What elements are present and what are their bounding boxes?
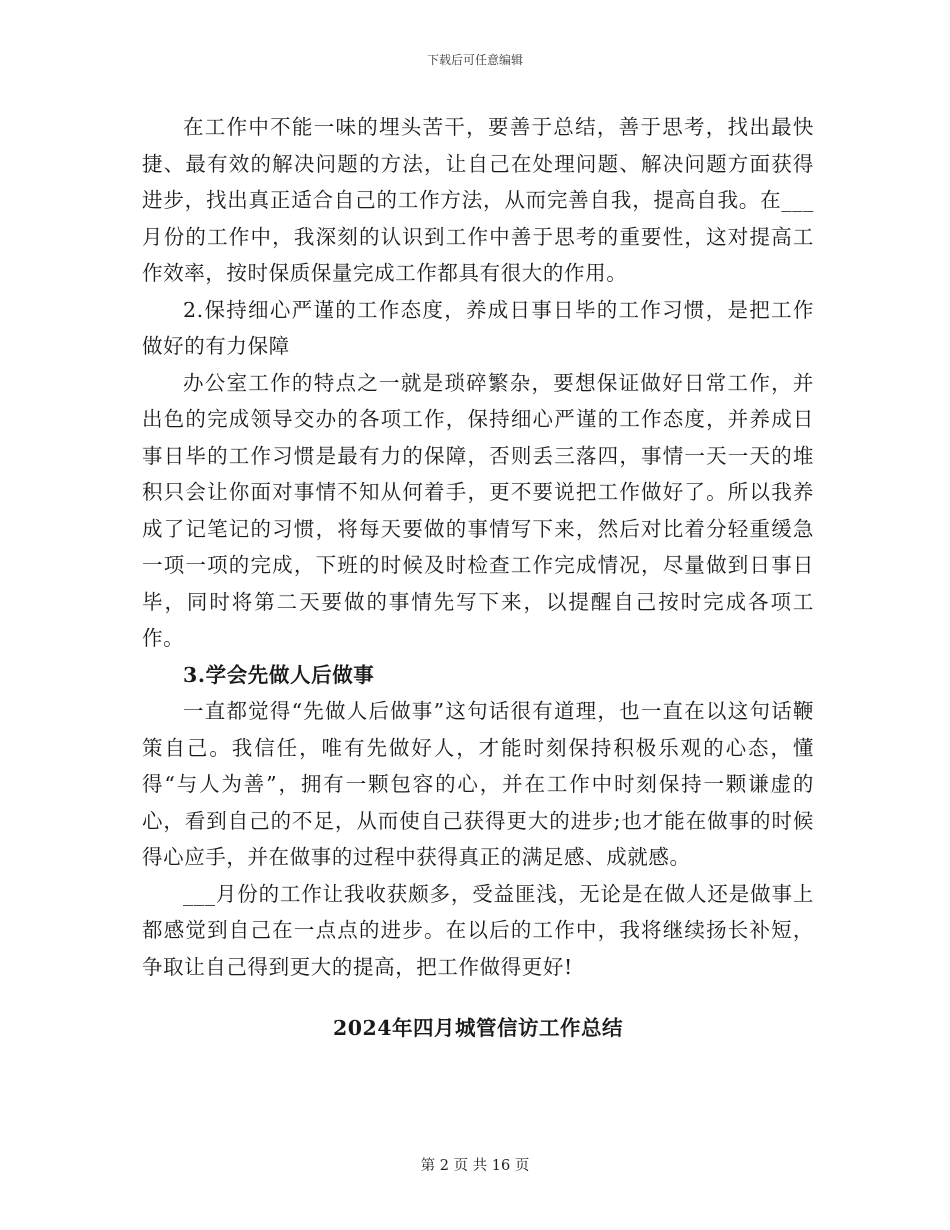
heading-section-2: 2.保持细心严谨的工作态度，养成日事日毕的工作习惯，是把工作做好的有力保障 <box>142 297 814 358</box>
paragraph-summary-thinking: 在工作中不能一味的埋头苦干，要善于总结，善于思考，找出最快捷、最有效的解决问题的方法，让自己在处理问题、解决问题方面获得进步，找出真正适合自己的工作方法，从而完善自我，提高自我。在___月份的工作中，我深刻的认识到工作中善于思考的重要性，这对提高工作效率，按时保质保量完成工作都具有很大的作用。 <box>142 115 814 285</box>
document-body <box>142 109 814 1047</box>
page-footer: 第 2 页 共 16 页 <box>420 1158 530 1174</box>
paragraph-conclusion: ___月份的工作让我收获颇多，受益匪浅，无论是在做人还是做事上都感觉到自己在一点点的进步。在以后的工作中，我将继续扬长补短，争取让自己得到更大的提高，把工作做得更好! <box>142 881 814 979</box>
paragraph-office-work: 办公室工作的特点之一就是琐碎繁杂，要想保证做好日常工作，并出色的完成领导交办的各项工作，保持细心严谨的工作态度，并养成日事日毕的工作习惯是最有力的保障，否则丢三落四，事情一天一天的堆积只会让你面对事情不知从何着手，更不要说把工作做好了。所以我养成了记笔记的习惯，将每天要做的事情写下来，然后对比着分轻重缓急一项一项的完成，下班的时候及时检查工作完成情况，尽量做到日事日毕，同时将第二天要做的事情先写下来，以提醒自己按时完成各项工作。 <box>142 370 814 650</box>
page-header: 下载后可任意编辑 <box>426 53 523 67</box>
paragraph-person-first: 一直都觉得“先做人后做事”这句话很有道理，也一直在以这句话鞭策自己。我信任，唯有先做好人，才能时刻保持积极乐观的心态，懂得“与人为善”，拥有一颗包容的心，并在工作中时刻保持一颗谦虚的心，看到自己的不足，从而使自己获得更大的进步;也才能在做事的时候得心应手，并在做事的过程中获得真正的满足感、成就感。 <box>142 699 814 869</box>
next-document-title: 2024年四月城管信访工作总结 <box>332 1016 624 1040</box>
heading-section-3: 3.学会先做人后做事 <box>183 662 375 687</box>
